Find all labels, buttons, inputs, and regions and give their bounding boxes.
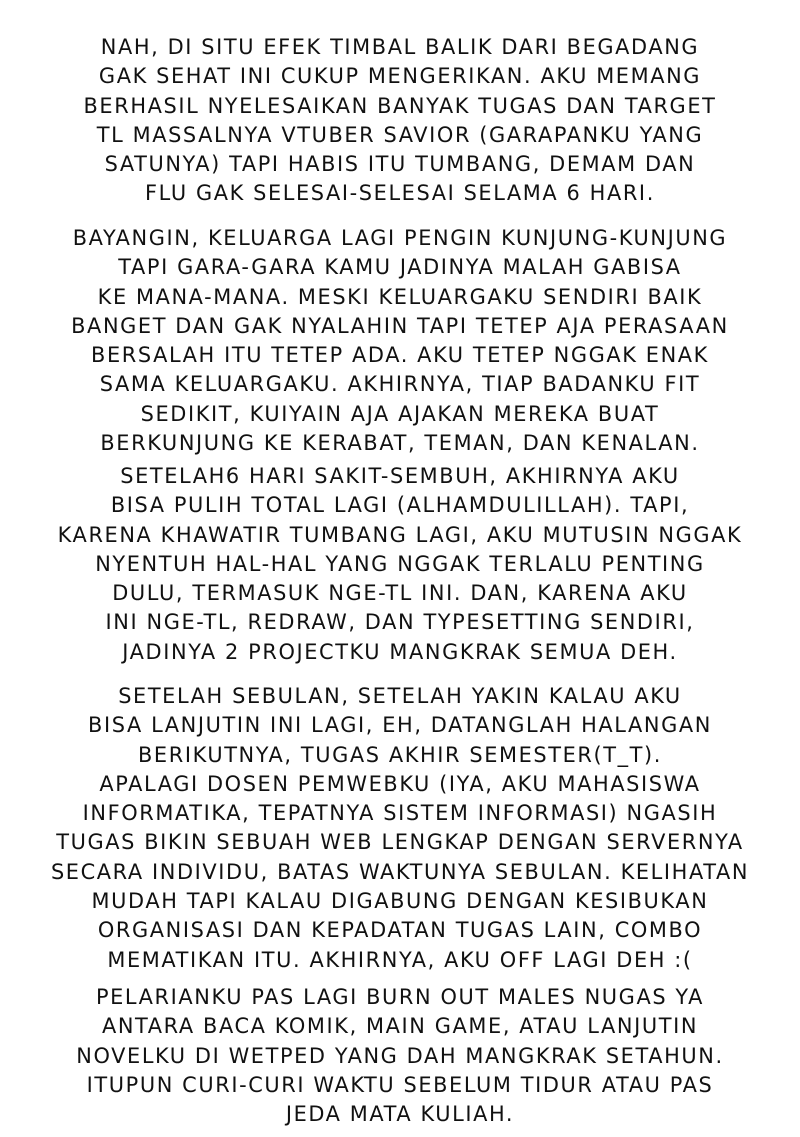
text-line: ORGANISASI DAN KEPADATAN TUGAS LAIN, COMBO (97, 918, 703, 943)
text-line: BERKUNJUNG KE KERABAT, TEMAN, DAN KENALAN. (100, 431, 700, 456)
text-line: SEDIKIT, KUIYAIN AJA AJAKAN MEREKA BUAT (140, 401, 660, 426)
text-line: BISA LANJUTIN INI LAGI, EH, DATANGLAH HALANGAN (88, 713, 712, 738)
paragraph-keluarga (10, 224, 790, 458)
text-line: INFORMATIKA, TEPATNYA SISTEM INFORMASI) NGASIH (82, 801, 718, 826)
text-line: FLU GAK SELESAI-SELESAI SELAMA 6 HARI. (145, 181, 655, 206)
text-line: BERSALAH ITU TETEP ADA. AKU TETEP NGGAK ENAK (91, 343, 709, 368)
text-line: KARENA KHAWATIR TUMBANG LAGI, AKU MUTUSIN NGGAK (57, 522, 743, 547)
text-line: BERIKUTNYA, TUGAS AKHIR SEMESTER(T_T). (138, 742, 662, 767)
text-line: BISA PULIH TOTAL LAGI (ALHAMDULILLAH). TAPI, (110, 493, 690, 518)
text-line: SAMA KELUARGAKU. AKHIRNYA, TIAP BADANKU FIT (99, 372, 701, 397)
text-line: JADINYA 2 PROJECTKU MANGKRAK SEMUA DEH. (122, 639, 678, 664)
paragraph-tugas-akhir (10, 682, 790, 975)
text-line: KE MANA-MANA. MESKI KELUARGAKU SENDIRI BAIK (97, 284, 703, 309)
text-line: NAH, DI SITU EFEK TIMBAL BALIK DARI BEGADANG (100, 35, 700, 59)
text-line: SETELAH SEBULAN, SETELAH YAKIN KALAU AKU (118, 684, 682, 708)
text-line: DULU, TERMASUK NGE-TL INI. DAN, KARENA AKU (112, 581, 688, 606)
text-line: TAPI GARA-GARA KAMU JADINYA MALAH GABISA (118, 255, 682, 280)
text-line: MUDAH TAPI KALAU DIGABUNG DENGAN KESIBUKAN (91, 889, 709, 914)
text-line: TUGAS BIKIN SEBUAH WEB LENGKAP DENGAN SERVERNYA (56, 830, 744, 855)
text-line: INI NGE-TL, REDRAW, DAN TYPESETTING SENDIRI, (105, 610, 695, 635)
text-line: BERHASIL NYELESAIKAN BANYAK TUGAS DAN TARGET (83, 93, 717, 118)
text-line: SETELAH6 HARI SAKIT-SEMBUH, AKHIRNYA AKU (120, 464, 680, 488)
text-line: PELARIANKU PAS LAGI BURN OUT MALES NUGAS YA (95, 985, 705, 1009)
paragraph-sembuh (10, 462, 790, 667)
text-line: JEDA MATA KULIAH. (285, 1102, 515, 1127)
text-line: MEMATIKAN ITU. AKHIRNYA, AKU OFF LAGI DEH :( (107, 947, 693, 972)
text-line: NOVELKU DI WETPED YANG DAH MANGKRAK SETAHUN. (76, 1043, 724, 1068)
text-line: NYENTUH HAL-HAL YANG NGGAK TERLALU PENTING (95, 551, 705, 576)
text-line: GAK SEHAT INI CUKUP MENGERIKAN. AKU MEMANG (98, 64, 702, 89)
paragraph-begadang (10, 33, 790, 209)
text-line: ITUPUN CURI-CURI WAKTU SEBELUM TIDUR ATAU PAS (86, 1072, 714, 1097)
text-line: APALAGI DOSEN PEMWEBKU (IYA, AKU MAHASISWA (99, 771, 701, 796)
text-line: BAYANGIN, KELUARGA LAGI PENGIN KUNJUNG-KUNJUNG (72, 226, 728, 250)
text-line: ANTARA BACA KOMIK, MAIN GAME, ATAU LANJUTIN (101, 1014, 699, 1039)
text-line: BANGET DAN GAK NYALAHIN TAPI TETEP AJA PERASAAN (71, 313, 729, 338)
text-line: TL MASSALNYA VTUBER SAVIOR (GARAPANKU YANG (96, 122, 704, 147)
text-line: SECARA INDIVIDU, BATAS WAKTUNYA SEBULAN. KELIHATAN (50, 859, 750, 884)
text-line: SATUNYA) TAPI HABIS ITU TUMBANG, DEMAM DAN (104, 152, 696, 177)
paragraph-pelarian (10, 983, 790, 1129)
